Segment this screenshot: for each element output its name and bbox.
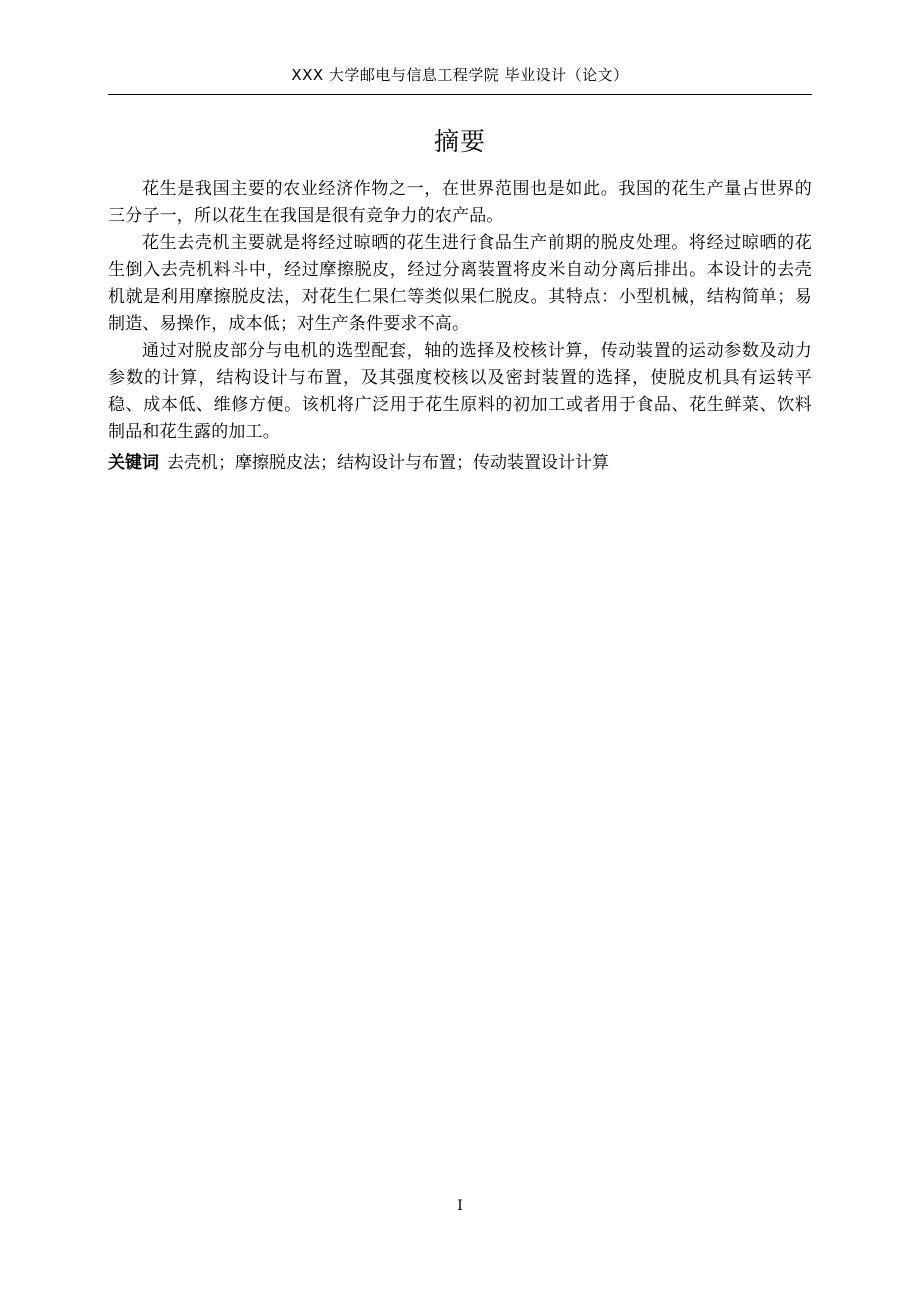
abstract-title: 摘要	[433, 127, 486, 156]
keywords-label: 关键词	[108, 453, 159, 473]
abstract-paragraph-3: 通过对脱皮部分与电机的选型配套，轴的选择及校核计算，传动装置的运动参数及动力参数的计算，结构设计与布置，及其强度校核以及密封装置的选择，使脱皮机具有运转平稳、成本低、维修方便。该机将广泛用于花生原料的初加工或者用于食品、花生鲜菜、饮料制品和花生露的加工。	[108, 341, 812, 442]
abstract-paragraph-2: 花生去壳机主要就是将经过晾晒的花生进行食品生产前期的脱皮处理。将经过晾晒的花生倒入去壳机料斗中，经过摩擦脱皮，经过分离装置将皮米自动分离后排出。本设计的去壳机就是利用摩擦脱皮法，对花生仁果仁等类似果仁脱皮。其特点：小型机械，结构简单；易制造、易操作，成本低；对生产条件要求不高。	[108, 233, 812, 334]
abstract-body	[108, 176, 812, 477]
header-text: XXX 大学邮电与信息工程学院 毕业设计（论文）	[291, 66, 629, 84]
page-number: I	[457, 1198, 463, 1214]
keywords-text: 去壳机；摩擦脱皮法；结构设计与布置；传动装置设计计算	[167, 453, 609, 473]
keywords-line	[108, 450, 812, 477]
abstract-paragraph-1: 花生是我国主要的农业经济作物之一，在世界范围也是如此。我国的花生产量占世界的三分子一，所以花生在我国是很有竞争力的农产品。	[108, 179, 812, 226]
page-header	[108, 64, 812, 95]
